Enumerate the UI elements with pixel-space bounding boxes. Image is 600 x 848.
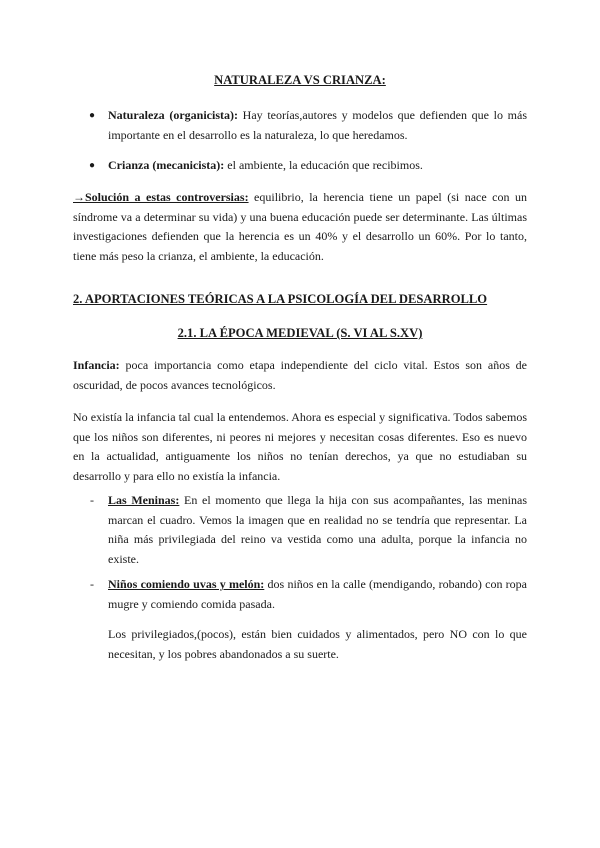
bullet-naturaleza <box>108 106 527 145</box>
dash-item-ninos-comiendo <box>108 575 527 614</box>
closing-paragraph: Los privilegiados,(pocos), están bien cuidados y alimentados, pero NO con lo que necesitan, y los pobres abandonados a su suerte. <box>108 627 527 661</box>
bullet-marker: ● <box>89 160 96 171</box>
solucion-term: →Solución a estas controversias: <box>73 190 249 204</box>
dash-term: Niños comiendo uvas y melón: <box>108 577 265 591</box>
infancia-term: Infancia: <box>73 358 120 372</box>
dash-text: En el momento que llega la hija con sus acompañantes, las meninas marcan el cuadro. Vemos la imagen que en realidad no se tendría que representar. La niña más privilegiada del reino va vestida como una adulta, porque la infancia no existe. <box>108 493 527 566</box>
bullet-term: Crianza (mecanicista): <box>108 158 225 172</box>
bullet-marker: ● <box>89 110 96 121</box>
dash-marker: - <box>90 577 94 591</box>
dash-term: Las Meninas: <box>108 493 180 507</box>
dash-item-las-meninas <box>108 491 527 569</box>
infancia-text: poca importancia como etapa independiente del ciclo vital. Estos son años de oscuridad, de pocos avances tecnológicos. <box>73 358 527 392</box>
bullet-text: el ambiente, la educación que recibimos. <box>224 158 423 172</box>
bullet-text: Hay teorías,autores y modelos que defienden que lo más importante en el desarrollo es la naturaleza, lo que heredamos. <box>108 108 528 142</box>
infancia-paragraph <box>73 356 527 395</box>
dash-text: dos niños en la calle (mendigando, robando) con ropa mugre y comiendo comida pasada. <box>108 577 528 611</box>
solucion-text: equilibrio, la herencia tiene un papel (si nace con un síndrome va a determinar su vida) y una buena educación puede ser determinante. Las últimas investigaciones defienden que la herencia es un 40% y el desarrollo un 60%. Por lo tanto, tiene más peso la crianza, el ambiente, la educación. <box>73 190 527 263</box>
bullet-term: Naturaleza (organicista): <box>108 108 238 122</box>
subsection-heading: 2.1. LA ÉPOCA MEDIEVAL (S. VI AL S.XV) <box>177 326 423 340</box>
solucion-paragraph <box>73 188 527 266</box>
title-naturaleza-vs-crianza: NATURALEZA VS CRIANZA: <box>214 73 386 87</box>
dash-marker: - <box>90 493 94 507</box>
bullet-crianza <box>108 156 527 176</box>
section-heading: 2. APORTACIONES TEÓRICAS A LA PSICOLOGÍA DEL DESARROLLO <box>73 292 488 306</box>
no-existia-paragraph: No existía la infancia tal cual la entendemos. Ahora es especial y significativa. Todos sabemos que los niños son diferentes, ni peores ni mejores y necesitan cosas diferentes. Eso es nuevo en la actualidad, antiguamente los niños no tenían derechos, ya que no estudiaban su desarrollo y para ello no existía la infancia. <box>73 410 527 483</box>
